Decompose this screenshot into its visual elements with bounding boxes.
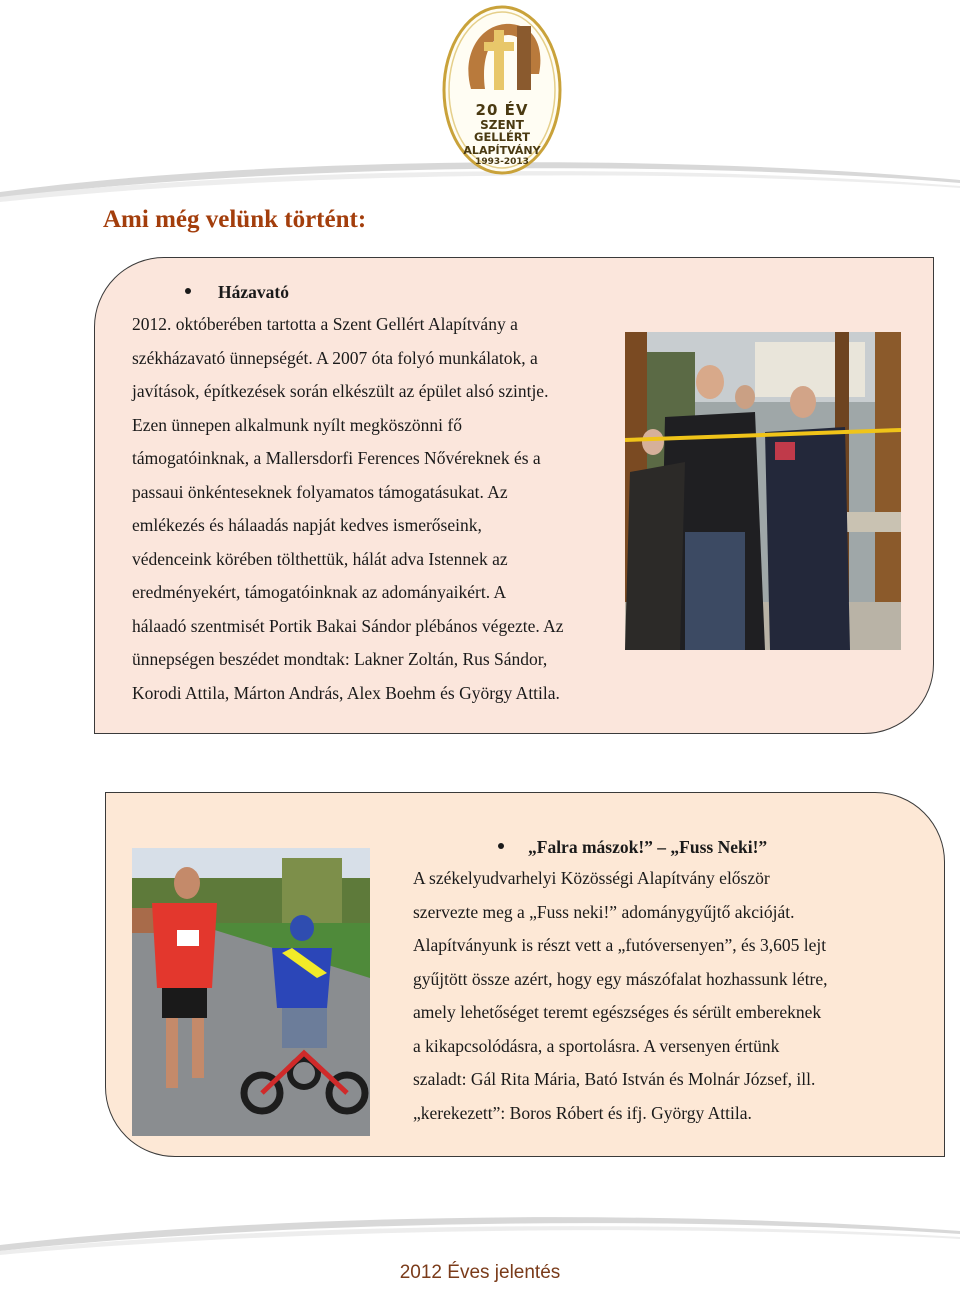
article1-line: Korodi Attila, Márton András, Alex Boehm és György Attila. bbox=[132, 682, 560, 703]
article1-line: támogatóinknak, a Mallersdorfi Ferences Nővéreknek és a bbox=[132, 448, 541, 468]
ribbon-cutting-photo bbox=[625, 332, 901, 650]
article1-line: védenceink körében tölthettük, hálát adva Istennek az bbox=[132, 548, 508, 569]
article2-body bbox=[413, 862, 893, 1130]
logo-caption bbox=[441, 100, 563, 167]
section-title: Ami még velünk történt: bbox=[103, 206, 367, 233]
article1-line: emlékezés és hálaadás napját kedves ismerőseink, bbox=[132, 515, 482, 535]
logo-line-3: GELLÉRT bbox=[474, 130, 530, 144]
article2-line: a kikapcsolódásra, a sportolásra. A versenyen értünk bbox=[413, 1035, 780, 1056]
charity-run-photo bbox=[132, 848, 370, 1136]
article1-line: hálaadó szentmisét Portik Bakai Sándor plébános végezte. Az bbox=[132, 615, 564, 636]
article2-line: szervezte meg a „Fuss neki!” adománygyűjtő akcióját. bbox=[413, 901, 795, 922]
article2-bullet-title: „Falra mászok!” – „Fuss Neki!” bbox=[528, 837, 768, 857]
bullet-icon bbox=[498, 843, 504, 849]
logo-line-5: 1993-2013 bbox=[475, 156, 529, 167]
bullet-icon bbox=[185, 288, 191, 294]
article1-line: székházavató ünnepségét. A 2007 óta folyó munkálatok, a bbox=[132, 347, 538, 368]
article1-line: ünnepségen beszédet mondtak: Lakner Zoltán, Rus Sándor, bbox=[132, 649, 548, 669]
article2-line: „kerekezett”: Boros Róbert és ifj. György Attila. bbox=[413, 1102, 752, 1123]
article2-line: A székelyudvarhelyi Közösségi Alapítvány először bbox=[413, 868, 770, 888]
article1-bullet-title: Házavató bbox=[218, 282, 289, 302]
article2-line: szaladt: Gál Rita Mária, Bató István és Molnár József, ill. bbox=[413, 1069, 816, 1089]
footer-swoosh bbox=[0, 1205, 960, 1265]
article1-line: 2012. októberében tartotta a Szent Gellért Alapítvány a bbox=[132, 314, 518, 334]
article2-line: Alapítványunk is részt vett a „futóversenyen”, és 3,605 lejt bbox=[413, 935, 827, 955]
logo-line-2: SZENT bbox=[480, 118, 524, 132]
logo-line-4: ALAPÍTVÁNY bbox=[463, 143, 541, 157]
logo-line-1: 20 ÉV bbox=[475, 101, 529, 119]
article1-line: passaui önkénteseknek folyamatos támogatásukat. Az bbox=[132, 481, 508, 502]
article1-line: javítások, építkezések során elkészült az épület alsó szintje. bbox=[132, 381, 549, 401]
article2-line: amely lehetőséget teremt egészséges és sérült embereknek bbox=[413, 1002, 822, 1022]
article2-line: gyűjtött össze azért, hogy egy mászófalat hozhassunk létre, bbox=[413, 968, 828, 989]
footer-report-title: 2012 Éves jelentés bbox=[399, 1262, 561, 1283]
article1-body bbox=[132, 308, 622, 710]
article1-line: Ezen ünnepen alkalmunk nyílt megköszönni fő bbox=[132, 414, 462, 435]
article1-line: eredményekért, támogatóinknak az adományaikért. A bbox=[132, 582, 507, 602]
